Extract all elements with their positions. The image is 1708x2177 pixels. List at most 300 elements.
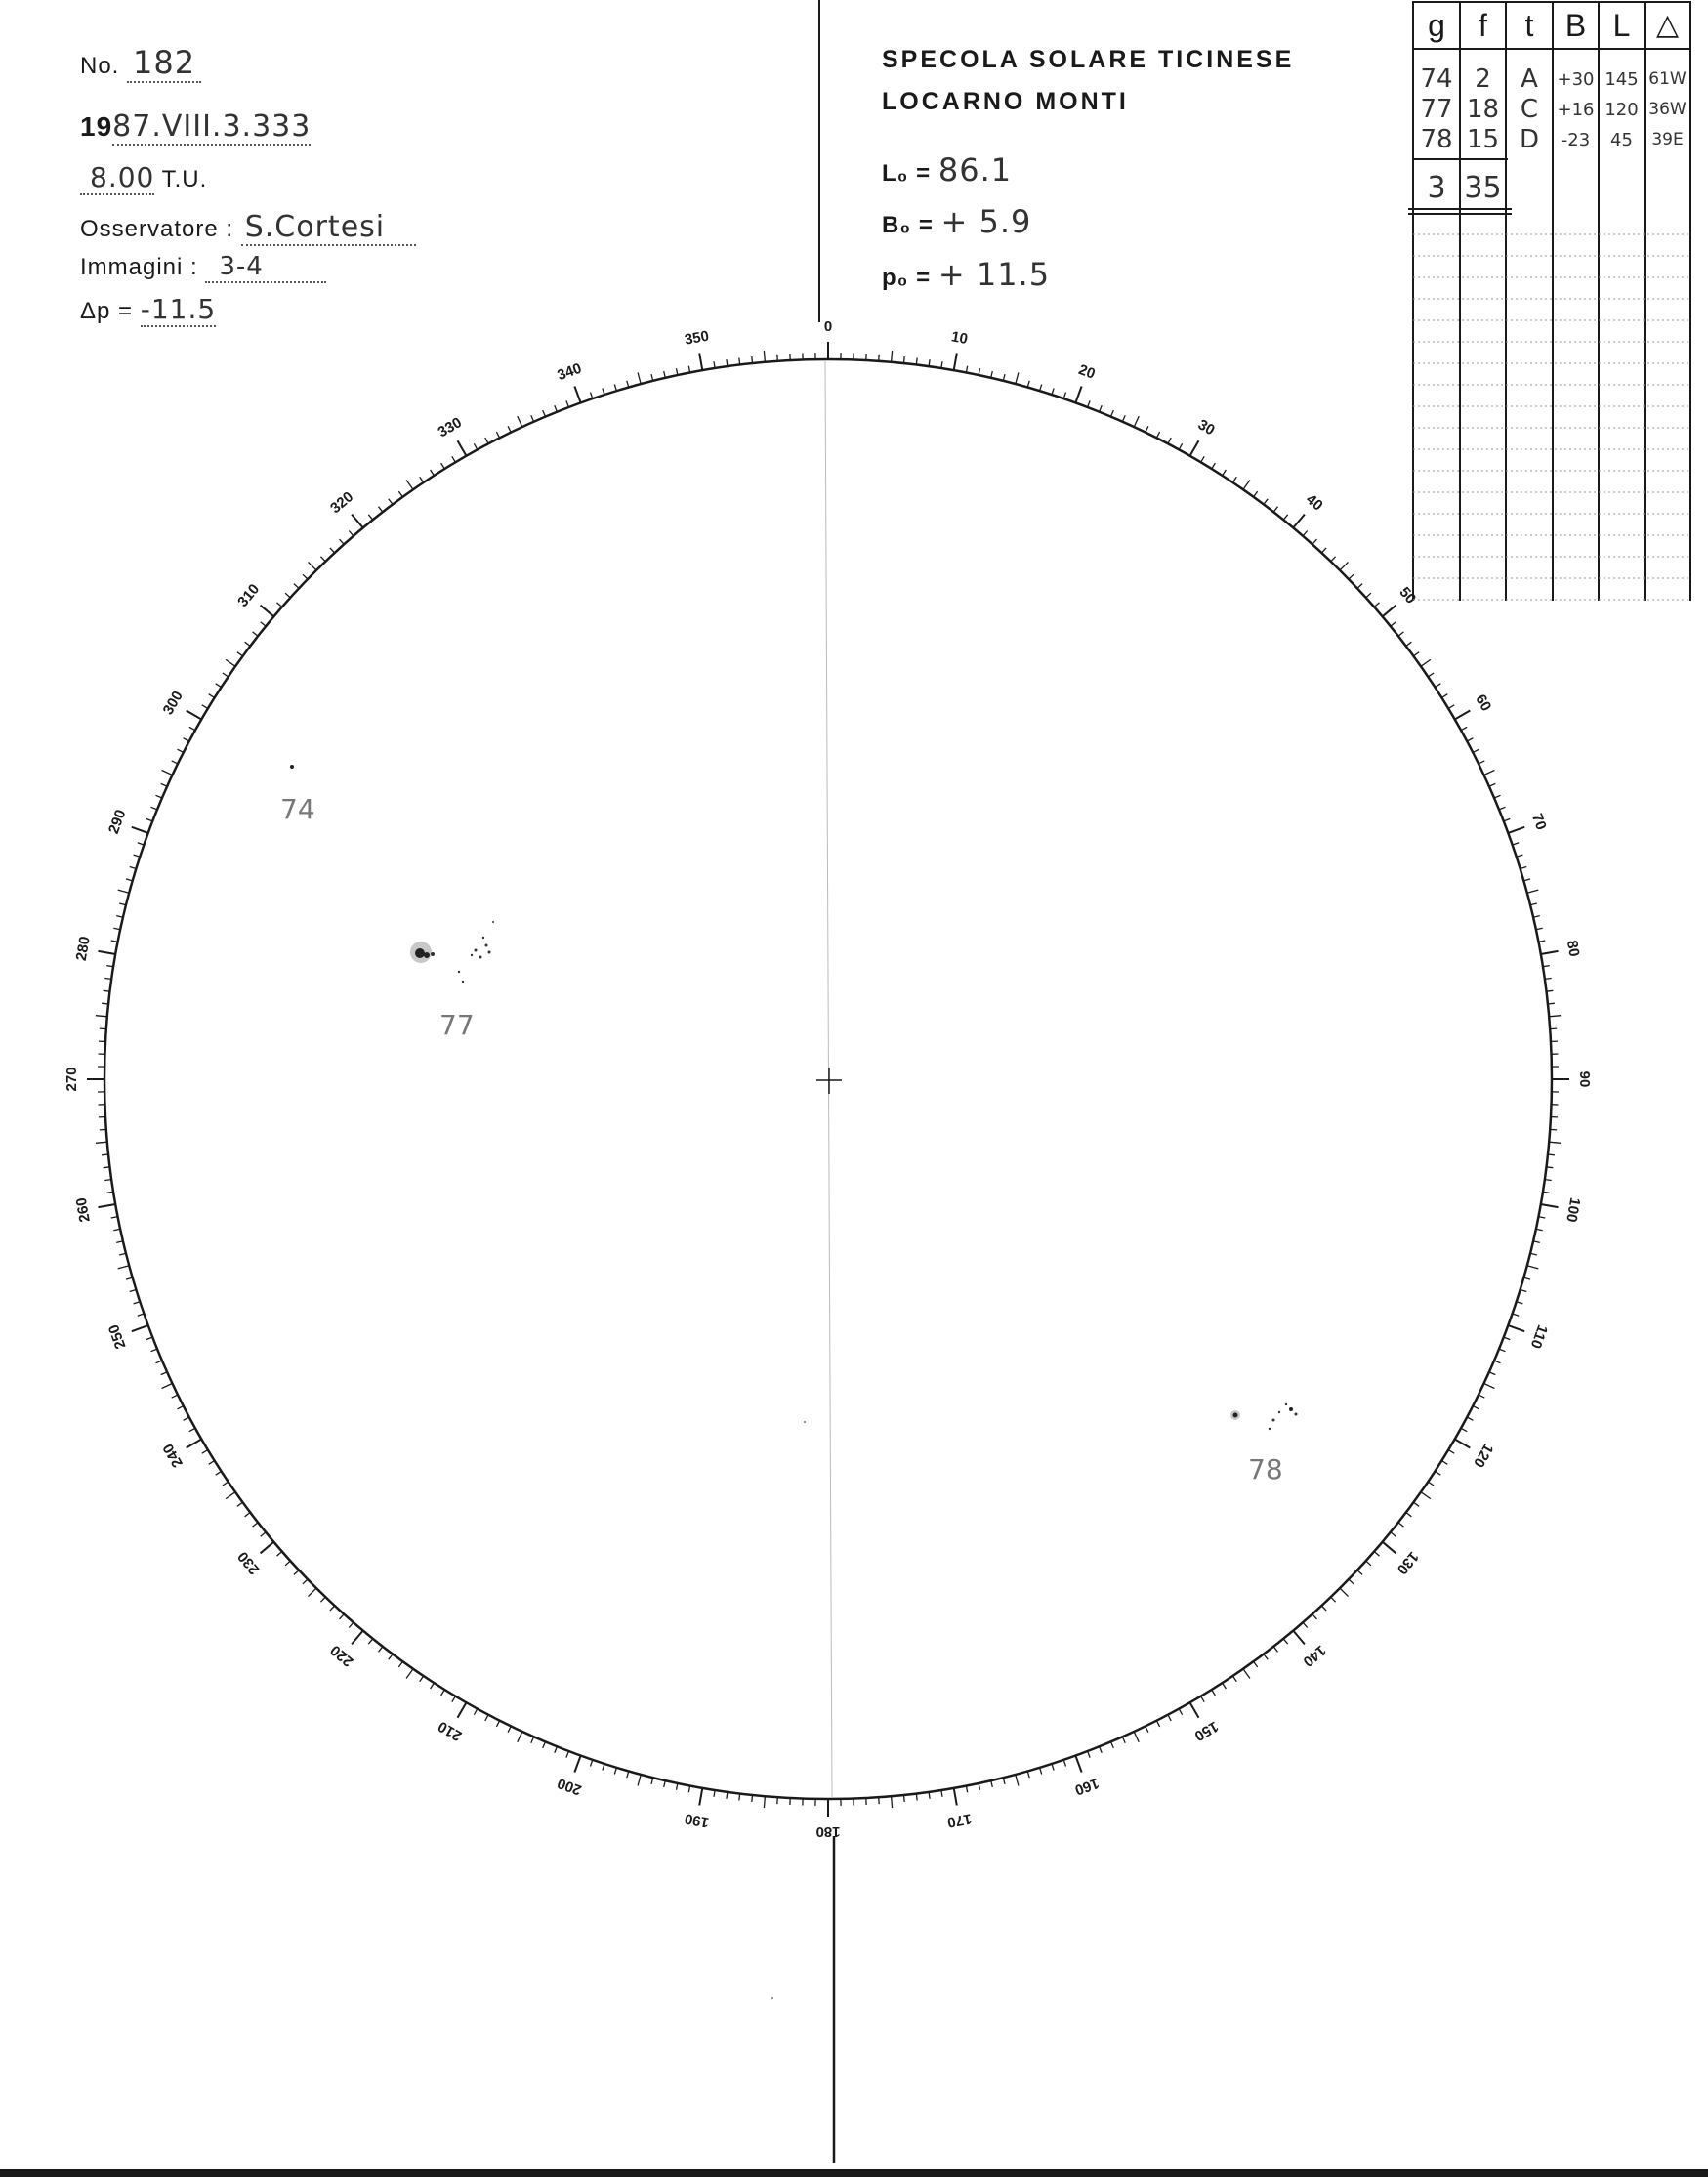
degree-tick bbox=[389, 1654, 393, 1660]
degree-tick bbox=[485, 438, 488, 443]
degree-tick bbox=[349, 531, 354, 536]
degree-tick bbox=[1448, 1450, 1454, 1454]
degree-tick bbox=[1548, 1154, 1555, 1155]
degree-tick bbox=[398, 491, 402, 497]
degree-tick bbox=[574, 387, 580, 403]
degree-tick bbox=[1479, 1395, 1484, 1398]
degree-tick bbox=[223, 1482, 229, 1486]
degree-tick bbox=[226, 1492, 235, 1499]
degree-tick bbox=[389, 499, 393, 505]
degree-tick bbox=[1156, 1721, 1159, 1727]
degree-tick bbox=[406, 1669, 413, 1679]
degree-tick bbox=[566, 400, 569, 407]
degree-tick bbox=[96, 1016, 107, 1017]
sunspot-group-77 bbox=[410, 921, 494, 983]
degree-label: 120 bbox=[1470, 1441, 1497, 1471]
degree-tick bbox=[916, 358, 917, 365]
degree-tick bbox=[187, 711, 202, 720]
degree-tick bbox=[555, 405, 558, 412]
degree-tick bbox=[368, 515, 372, 520]
degree-label: 50 bbox=[1396, 583, 1420, 607]
degree-tick bbox=[349, 1622, 354, 1627]
degree-tick bbox=[508, 1726, 511, 1732]
stray-dot bbox=[771, 1997, 773, 1999]
degree-tick bbox=[496, 1721, 499, 1727]
degree-tick bbox=[320, 557, 325, 562]
degree-label: 0 bbox=[823, 317, 833, 335]
table-header-t: t bbox=[1524, 8, 1534, 43]
degree-label: 90 bbox=[1576, 1070, 1594, 1088]
degree-tick bbox=[1391, 622, 1396, 626]
degree-tick bbox=[441, 463, 445, 469]
degree-label: 270 bbox=[62, 1067, 80, 1092]
L0-value: 86.1 bbox=[937, 151, 1013, 188]
degree-tick bbox=[202, 705, 208, 709]
table-header-row bbox=[1413, 4, 1690, 49]
degree-tick bbox=[1190, 1702, 1199, 1718]
degree-tick bbox=[1264, 1654, 1268, 1660]
degree-tick bbox=[1312, 539, 1317, 544]
degree-tick bbox=[226, 659, 235, 666]
degree-tick bbox=[496, 432, 499, 438]
degree-tick bbox=[1489, 783, 1495, 786]
table-header-delta: △ bbox=[1655, 9, 1680, 41]
degree-tick bbox=[1508, 827, 1524, 833]
degree-label: 40 bbox=[1302, 490, 1326, 515]
degree-tick bbox=[119, 903, 126, 905]
degree-label: 280 bbox=[72, 935, 94, 963]
degree-tick bbox=[1398, 1523, 1404, 1527]
L0-label: L₀ = bbox=[882, 160, 932, 187]
degree-tick bbox=[1436, 1471, 1441, 1475]
degree-tick bbox=[458, 440, 467, 456]
degree-tick bbox=[1421, 1492, 1431, 1499]
degree-tick bbox=[1243, 481, 1250, 490]
degree-tick bbox=[1212, 463, 1216, 469]
degree-tick bbox=[1273, 1647, 1277, 1653]
degree-tick bbox=[352, 515, 363, 528]
degree-tick bbox=[99, 951, 116, 954]
degree-tick bbox=[1421, 659, 1431, 666]
degree-tick bbox=[189, 1428, 195, 1431]
degree-tick bbox=[1527, 890, 1539, 893]
degree-tick bbox=[294, 584, 299, 589]
observer-value: S.Cortesi bbox=[241, 210, 416, 246]
number-value: 182 bbox=[127, 44, 201, 83]
degree-tick bbox=[1283, 1639, 1287, 1644]
cell-B: +16 bbox=[1557, 100, 1595, 120]
observer-label: Osservatore : bbox=[80, 216, 234, 242]
degree-tick bbox=[156, 795, 162, 798]
degree-tick bbox=[1383, 1542, 1396, 1554]
cell-delta: 61W bbox=[1648, 69, 1687, 89]
degree-tick bbox=[1349, 1579, 1354, 1584]
degree-tick bbox=[1504, 818, 1511, 821]
degree-tick bbox=[1100, 1746, 1103, 1753]
degree-tick bbox=[245, 1513, 251, 1517]
images-label: Immagini : bbox=[80, 254, 198, 280]
degree-tick bbox=[638, 1775, 641, 1786]
degree-tick bbox=[1349, 574, 1354, 579]
date-value: 87.VIII.3.333 bbox=[112, 109, 312, 144]
cell-g: 78 bbox=[1420, 125, 1453, 154]
table-totals-row bbox=[1413, 171, 1507, 206]
degree-tick bbox=[638, 373, 641, 385]
degree-tick bbox=[1303, 531, 1308, 536]
P0-label: p₀ = bbox=[882, 265, 932, 291]
degree-tick bbox=[245, 642, 251, 646]
degree-tick bbox=[1461, 1428, 1467, 1431]
degree-tick bbox=[104, 1167, 110, 1168]
degree-tick bbox=[1414, 652, 1420, 656]
degree-tick bbox=[452, 1696, 456, 1702]
date-prefix: 19 bbox=[80, 111, 113, 142]
degree-tick bbox=[132, 827, 148, 833]
degree-tick bbox=[184, 738, 189, 741]
cell-L: 145 bbox=[1604, 69, 1639, 90]
degree-label: 110 bbox=[1526, 1322, 1551, 1351]
degree-tick bbox=[261, 1542, 274, 1554]
time-unit: T.U. bbox=[161, 166, 208, 192]
degree-tick bbox=[892, 1796, 893, 1808]
degree-label: 30 bbox=[1194, 416, 1218, 440]
degree-tick bbox=[96, 1142, 107, 1143]
degree-tick bbox=[1321, 548, 1326, 553]
images-value: 3-4 bbox=[205, 252, 326, 283]
degree-label: 240 bbox=[159, 1441, 187, 1471]
degree-tick bbox=[543, 1741, 546, 1748]
degree-tick bbox=[1499, 807, 1506, 810]
degree-tick bbox=[261, 622, 266, 626]
degree-tick bbox=[531, 415, 534, 421]
degree-tick bbox=[237, 652, 243, 656]
degree-label: 320 bbox=[327, 488, 357, 518]
degree-tick bbox=[1414, 1502, 1420, 1506]
degree-tick bbox=[294, 1570, 299, 1575]
delta-p-label: Δp = bbox=[80, 298, 134, 324]
degree-tick bbox=[1254, 1661, 1258, 1667]
degree-tick bbox=[1075, 1756, 1081, 1773]
degree-tick bbox=[1264, 499, 1268, 505]
delta-p-value: -11.5 bbox=[140, 293, 217, 325]
degree-tick bbox=[904, 356, 905, 363]
degree-tick bbox=[379, 507, 383, 513]
center-cross bbox=[816, 1068, 842, 1094]
degree-label: 230 bbox=[234, 1548, 264, 1578]
degree-tick bbox=[777, 1797, 778, 1804]
degree-tick bbox=[1455, 711, 1471, 720]
table-header-f: f bbox=[1479, 8, 1487, 43]
degree-tick bbox=[1484, 771, 1495, 775]
degree-tick bbox=[566, 1751, 569, 1758]
degree-tick bbox=[320, 1597, 325, 1602]
degree-tick bbox=[1545, 1180, 1552, 1181]
group-label-78: 78 bbox=[1248, 1453, 1283, 1486]
degree-tick bbox=[1146, 1726, 1148, 1732]
cell-delta: 39E bbox=[1651, 130, 1684, 149]
degree-tick bbox=[216, 1471, 222, 1475]
degree-tick bbox=[1448, 705, 1454, 709]
degree-tick bbox=[1499, 1349, 1506, 1352]
degree-tick bbox=[303, 574, 308, 579]
degree-tick bbox=[543, 410, 546, 417]
degree-tick bbox=[1156, 432, 1159, 438]
degree-tick bbox=[1357, 584, 1362, 589]
degree-tick bbox=[100, 1129, 106, 1130]
degree-tick bbox=[739, 1794, 740, 1801]
degree-tick bbox=[309, 1588, 317, 1597]
degree-tick bbox=[340, 539, 345, 544]
degree-tick bbox=[118, 890, 130, 893]
degree-tick bbox=[1168, 1715, 1171, 1721]
degree-tick bbox=[1406, 642, 1412, 646]
cell-B: +30 bbox=[1557, 69, 1595, 90]
degree-tick bbox=[1436, 684, 1441, 688]
degree-tick bbox=[1340, 1588, 1349, 1597]
degree-label: 60 bbox=[1472, 691, 1495, 715]
degree-tick bbox=[119, 1253, 126, 1255]
degree-tick bbox=[1190, 440, 1199, 456]
degree-label: 160 bbox=[1072, 1774, 1102, 1799]
degree-tick bbox=[1548, 1003, 1555, 1004]
degree-tick bbox=[1484, 1384, 1495, 1389]
degree-tick bbox=[1273, 507, 1277, 513]
degree-tick bbox=[1479, 761, 1484, 764]
degree-label: 340 bbox=[555, 359, 584, 385]
degree-tick bbox=[1212, 1690, 1216, 1696]
degree-tick bbox=[954, 1788, 957, 1806]
degree-tick bbox=[1467, 1417, 1473, 1420]
degree-tick bbox=[1550, 1028, 1557, 1029]
degree-tick bbox=[189, 727, 195, 730]
degree-tick bbox=[99, 1204, 116, 1207]
P0-value: + 11.5 bbox=[937, 256, 1051, 293]
cell-f: 15 bbox=[1466, 125, 1500, 154]
degree-tick bbox=[379, 1647, 383, 1653]
degree-tick bbox=[752, 356, 753, 363]
degree-tick bbox=[1016, 373, 1019, 385]
degree-tick bbox=[508, 426, 511, 432]
degree-tick bbox=[1232, 1676, 1236, 1682]
degree-tick bbox=[1122, 415, 1125, 421]
degree-label: 200 bbox=[555, 1774, 584, 1799]
degree-tick bbox=[574, 1756, 580, 1773]
degree-tick bbox=[431, 1683, 435, 1689]
degree-tick bbox=[1374, 603, 1379, 607]
degree-tick bbox=[285, 593, 290, 598]
degree-tick bbox=[1527, 1266, 1539, 1269]
degree-tick bbox=[892, 351, 893, 362]
cell-t: D bbox=[1519, 125, 1540, 154]
group-label-77: 77 bbox=[439, 1009, 475, 1041]
degree-tick bbox=[146, 1337, 153, 1340]
degree-tick bbox=[100, 1028, 106, 1029]
degree-label: 70 bbox=[1527, 811, 1550, 833]
degree-tick bbox=[777, 355, 778, 361]
degree-tick bbox=[1406, 1513, 1412, 1517]
degree-label: 180 bbox=[815, 1823, 841, 1841]
degree-tick bbox=[518, 1732, 522, 1742]
degree-tick bbox=[420, 477, 424, 482]
degree-tick bbox=[1357, 1570, 1362, 1575]
degree-tick bbox=[1201, 1696, 1205, 1702]
observatory-title: SPECOLA SOLARE TICINESE bbox=[882, 46, 1295, 73]
degree-tick bbox=[209, 694, 215, 698]
degree-tick bbox=[1223, 1683, 1227, 1689]
degree-tick bbox=[1374, 1552, 1379, 1557]
degree-tick bbox=[1545, 979, 1552, 980]
degree-tick bbox=[1461, 727, 1467, 730]
degree-label: 10 bbox=[949, 328, 970, 348]
degree-tick bbox=[904, 1795, 905, 1802]
degree-label: 210 bbox=[435, 1717, 465, 1744]
degree-tick bbox=[104, 990, 110, 991]
degree-tick bbox=[1254, 491, 1258, 497]
degree-label: 20 bbox=[1076, 361, 1098, 383]
cell-L: 120 bbox=[1604, 100, 1639, 120]
degree-tick bbox=[172, 1395, 178, 1398]
scan-bottom-edge bbox=[0, 2169, 1708, 2177]
table-row bbox=[1413, 125, 1690, 154]
degree-label: 300 bbox=[159, 688, 187, 718]
degree-tick bbox=[209, 1461, 215, 1465]
degree-tick bbox=[178, 1406, 184, 1409]
degree-tick bbox=[1467, 738, 1473, 741]
degree-tick bbox=[1293, 1631, 1305, 1645]
degree-tick bbox=[277, 1552, 282, 1557]
degree-tick bbox=[441, 1690, 445, 1696]
degree-label: 310 bbox=[234, 580, 264, 610]
degree-tick bbox=[1303, 1622, 1308, 1627]
degree-tick bbox=[1547, 1167, 1554, 1168]
degree-tick bbox=[1088, 1751, 1091, 1758]
degree-label: 80 bbox=[1562, 939, 1583, 958]
degree-tick bbox=[699, 354, 702, 371]
degree-tick bbox=[1383, 606, 1396, 617]
degree-tick bbox=[1223, 470, 1227, 476]
degree-tick bbox=[954, 354, 957, 371]
cell-L: 45 bbox=[1610, 130, 1633, 150]
degree-tick bbox=[172, 761, 178, 764]
degree-tick bbox=[458, 1702, 467, 1718]
degree-label: 330 bbox=[435, 414, 465, 441]
degree-tick bbox=[1100, 405, 1103, 412]
degree-tick bbox=[764, 1796, 765, 1808]
degree-tick bbox=[452, 456, 456, 462]
degree-tick bbox=[202, 1450, 208, 1454]
degree-tick bbox=[1441, 1461, 1447, 1465]
total-groups: 3 bbox=[1427, 171, 1446, 205]
total-spots: 35 bbox=[1464, 171, 1502, 205]
degree-tick bbox=[237, 1502, 243, 1506]
group-label-74: 74 bbox=[280, 793, 315, 825]
number-label: No. bbox=[80, 53, 120, 79]
degree-tick bbox=[184, 1417, 189, 1420]
degree-tick bbox=[764, 351, 765, 362]
degree-tick bbox=[1494, 795, 1500, 798]
cell-g: 74 bbox=[1420, 64, 1453, 94]
degree-tick bbox=[1075, 387, 1081, 403]
degree-tick bbox=[1088, 400, 1091, 407]
degree-label: 260 bbox=[72, 1195, 94, 1224]
degree-tick bbox=[253, 632, 259, 636]
degree-tick bbox=[1473, 1406, 1479, 1409]
cell-delta: 36W bbox=[1648, 100, 1687, 119]
cell-f: 18 bbox=[1466, 95, 1500, 124]
degree-tick bbox=[162, 1384, 173, 1389]
degree-tick bbox=[1122, 1737, 1125, 1742]
degree-label: 290 bbox=[104, 807, 130, 837]
degree-tick bbox=[277, 603, 282, 607]
degree-tick bbox=[1111, 1741, 1114, 1748]
degree-tick bbox=[146, 818, 153, 821]
degree-tick bbox=[406, 481, 413, 490]
degree-tick bbox=[1508, 1325, 1524, 1331]
degree-tick bbox=[1243, 1669, 1250, 1679]
degree-tick bbox=[102, 1003, 108, 1004]
degree-tick bbox=[1331, 1597, 1336, 1602]
degree-tick bbox=[223, 673, 229, 677]
degree-tick bbox=[474, 1709, 477, 1715]
degree-label: 130 bbox=[1393, 1548, 1422, 1578]
degree-tick bbox=[1549, 1142, 1561, 1143]
degree-tick bbox=[1168, 438, 1171, 443]
degree-tick bbox=[1541, 951, 1559, 954]
degree-tick bbox=[368, 1639, 372, 1644]
degree-tick bbox=[739, 358, 740, 365]
degree-tick bbox=[1530, 1253, 1537, 1255]
stray-dot bbox=[804, 1421, 806, 1423]
time-value: 8.00 bbox=[80, 161, 154, 195]
degree-tick bbox=[102, 1154, 108, 1155]
table-header-g: g bbox=[1428, 8, 1445, 43]
degree-tick bbox=[151, 807, 158, 810]
degree-tick bbox=[1179, 443, 1182, 449]
degree-tick bbox=[309, 562, 317, 570]
degree-tick bbox=[352, 1631, 363, 1645]
degree-tick bbox=[1455, 1440, 1471, 1448]
B0-label: B₀ = bbox=[882, 212, 934, 238]
degree-tick bbox=[161, 783, 167, 786]
degree-label: 220 bbox=[327, 1641, 357, 1670]
degree-tick bbox=[420, 1676, 424, 1682]
degree-tick bbox=[431, 470, 435, 476]
degree-tick bbox=[474, 443, 477, 449]
degree-tick bbox=[1134, 416, 1139, 427]
degree-tick bbox=[161, 1372, 167, 1375]
degree-tick bbox=[216, 684, 222, 688]
degree-tick bbox=[1441, 694, 1447, 698]
degree-tick bbox=[1541, 1204, 1559, 1207]
degree-tick bbox=[1489, 1372, 1495, 1375]
sunspot-group-74 bbox=[290, 765, 294, 769]
degree-label: 170 bbox=[945, 1810, 974, 1831]
degree-label: 350 bbox=[683, 327, 711, 349]
table-row bbox=[1413, 95, 1690, 124]
degree-tick bbox=[187, 1440, 202, 1448]
B0-value: + 5.9 bbox=[940, 203, 1032, 240]
degree-tick bbox=[1428, 673, 1434, 677]
degree-tick bbox=[303, 1579, 308, 1584]
degree-tick bbox=[104, 1180, 111, 1181]
degree-tick bbox=[261, 606, 274, 617]
degree-tick bbox=[1232, 477, 1236, 482]
degree-tick bbox=[285, 1561, 290, 1566]
degree-tick bbox=[1134, 1732, 1139, 1742]
degree-tick bbox=[1146, 426, 1148, 432]
degree-tick bbox=[699, 1788, 702, 1806]
observatory-location: LOCARNO MONTI bbox=[882, 88, 1129, 115]
